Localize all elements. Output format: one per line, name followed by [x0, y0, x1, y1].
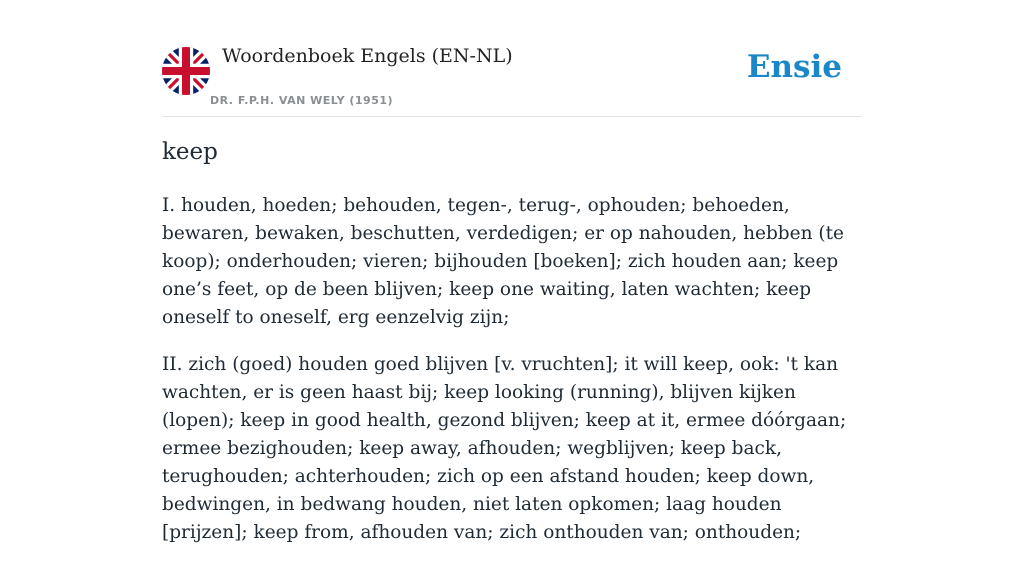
dictionary-author: DR. F.P.H. VAN WELY (1951)	[210, 94, 394, 107]
dictionary-header	[162, 0, 862, 117]
dictionary-title[interactable]: Woordenboek Engels (EN-NL)	[222, 45, 513, 67]
page	[162, 0, 862, 543]
ensie-logo[interactable]: Ensie	[746, 49, 842, 85]
definition-paragraph: II. zich (goed) houden goed blijven [v. vruchten]; it will keep, ook: 't kan wachten, er is geen haast bij; keep looking (running), blijven kijken (lopen); keep in good health, gezond blijven; keep at it, ermee dóórgaan; ermee bezighouden; keep away, afhouden; wegblijven; keep back, terughouden; achterhouden; zich op een afstand houden; keep down, bedwingen, in bedwang houden, niet laten opkomen; laag houden [prijzen]; keep from, afhouden van; zich onthouden van; onthouden;	[162, 354, 847, 543]
definition-paragraph: I. houden, hoeden; behouden, tegen-, terug-, ophouden; behoeden, bewaren, bewaken, beschutten, verdedigen; er op nahouden, hebben (te koop); onderhouden; vieren; bijhouden [boeken]; zich houden aan; keep one’s feet, op de been blijven; keep one waiting, laten wachten; keep oneself to oneself, erg eenzelvig zijn;	[162, 195, 844, 328]
definitions	[162, 192, 862, 566]
uk-flag-icon[interactable]	[162, 47, 210, 95]
headword: keep	[162, 139, 218, 165]
